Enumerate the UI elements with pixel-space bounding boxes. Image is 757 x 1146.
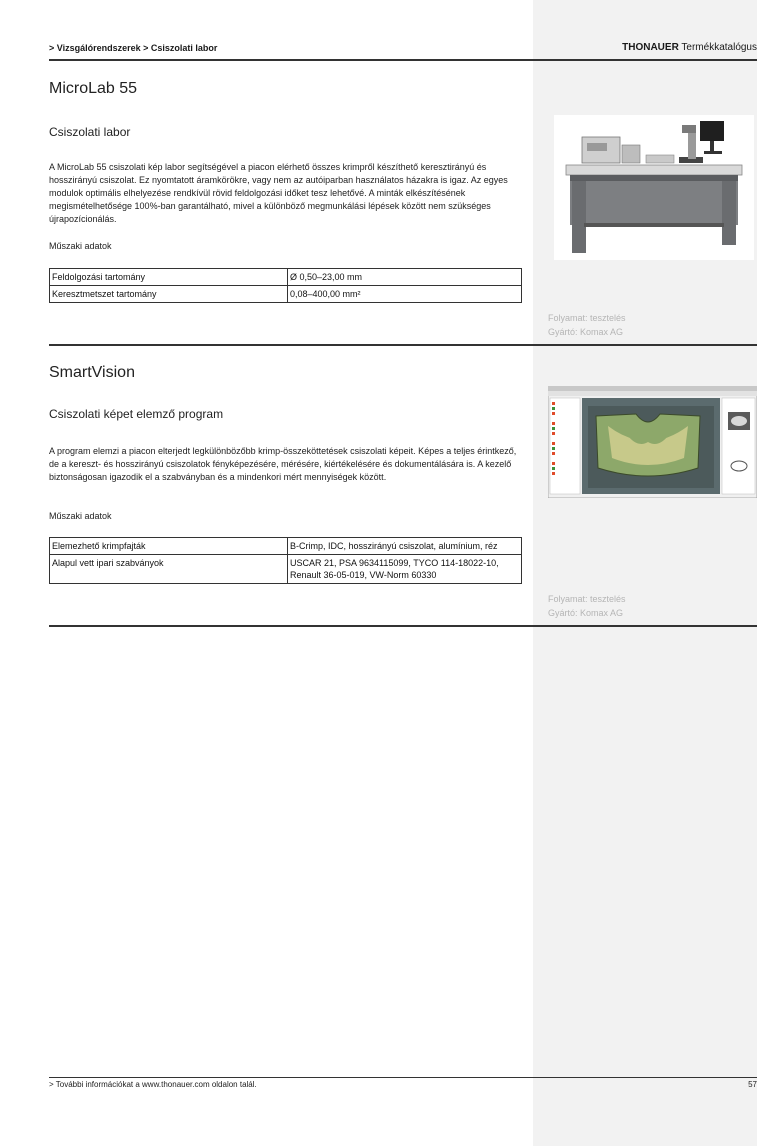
spec-table	[49, 268, 522, 303]
spec-key: Keresztmetszet tartomány	[50, 286, 288, 303]
spec-table	[49, 537, 522, 584]
product-subtitle: Csiszolati labor	[49, 125, 131, 139]
process-text: Folyamat: tesztelés	[548, 313, 626, 323]
smartvision-screenshot	[548, 386, 757, 498]
product-title: SmartVision	[49, 364, 135, 381]
catalog-brand	[622, 42, 757, 53]
product-subtitle: Csiszolati képet elemző program	[49, 407, 224, 421]
specs-label: Műszaki adatok	[49, 511, 112, 521]
spec-value: USCAR 21, PSA 9634115099, TYCO 114-18022-10, Renault 36-05-019, VW-Norm 60330	[288, 555, 522, 584]
header-rule	[49, 59, 757, 61]
manufacturer-text: Gyártó: Komax AG	[548, 327, 624, 337]
spec-value: Ø 0,50–23,00 mm	[288, 269, 522, 286]
spec-key: Alapul vett ipari szabványok	[50, 555, 288, 584]
footer-rule	[49, 1077, 757, 1078]
product-title: MicroLab 55	[49, 80, 138, 97]
product-description: A MicroLab 55 csiszolati kép labor segítségével a piacon elérhető összes krimpről készíthető keresztirányú és hosszirányú csiszolat. Ez nyomtatott áramkörökre, vagy nem az autóiparban használatos házakra is igaz. Az egyes modulok optimális elhelyezése rendkívül rövid feldolgozási időket tesz lehetővé. A minták elkészítésének megismételhetősége 100%-ban garantálható, mivel a különböző megmunkálási lépések között nem szükséges újrapozícionálás.	[49, 162, 508, 224]
footer-note: > További információkat a www.thonauer.com oldalon talál.	[49, 1080, 257, 1089]
manufacturer-text: Gyártó: Komax AG	[548, 608, 624, 618]
process-text: Folyamat: tesztelés	[548, 594, 626, 604]
page-number: 57	[748, 1080, 757, 1089]
spec-key: Feldolgozási tartomány	[50, 269, 288, 286]
spec-value: 0,08–400,00 mm²	[288, 286, 522, 303]
spec-value: B-Crimp, IDC, hosszirányú csiszolat, alumínium, réz	[288, 538, 522, 555]
brand-name: THONAUER	[622, 42, 679, 53]
table-row	[50, 538, 522, 555]
spec-key: Elemezhető krimpfajták	[50, 538, 288, 555]
catalog-label: Termékkatalógus	[681, 42, 757, 53]
section-divider	[49, 625, 757, 627]
section-divider	[49, 344, 757, 346]
table-row	[50, 555, 522, 584]
product-description: A program elemzi a piacon elterjedt legkülönbözőbb krimp-összeköttetések csiszolati képeit. Képes a teljes érintkező, de a kereszt- és hosszirányú csiszolatok fényképezésére, mérésére, kiértékelésére és dokumentálására is. A kezelő biztonságosan igazodik el a szabványban és a mindenkori mért mennyiségek között.	[49, 446, 517, 482]
specs-label: Műszaki adatok	[49, 241, 112, 251]
table-row	[50, 269, 522, 286]
breadcrumb: > Vizsgálórendszerek > Csiszolati labor	[49, 43, 218, 53]
table-row	[50, 286, 522, 303]
microlab-photo	[554, 115, 754, 260]
product-meta	[548, 592, 626, 620]
product-meta	[548, 311, 626, 339]
